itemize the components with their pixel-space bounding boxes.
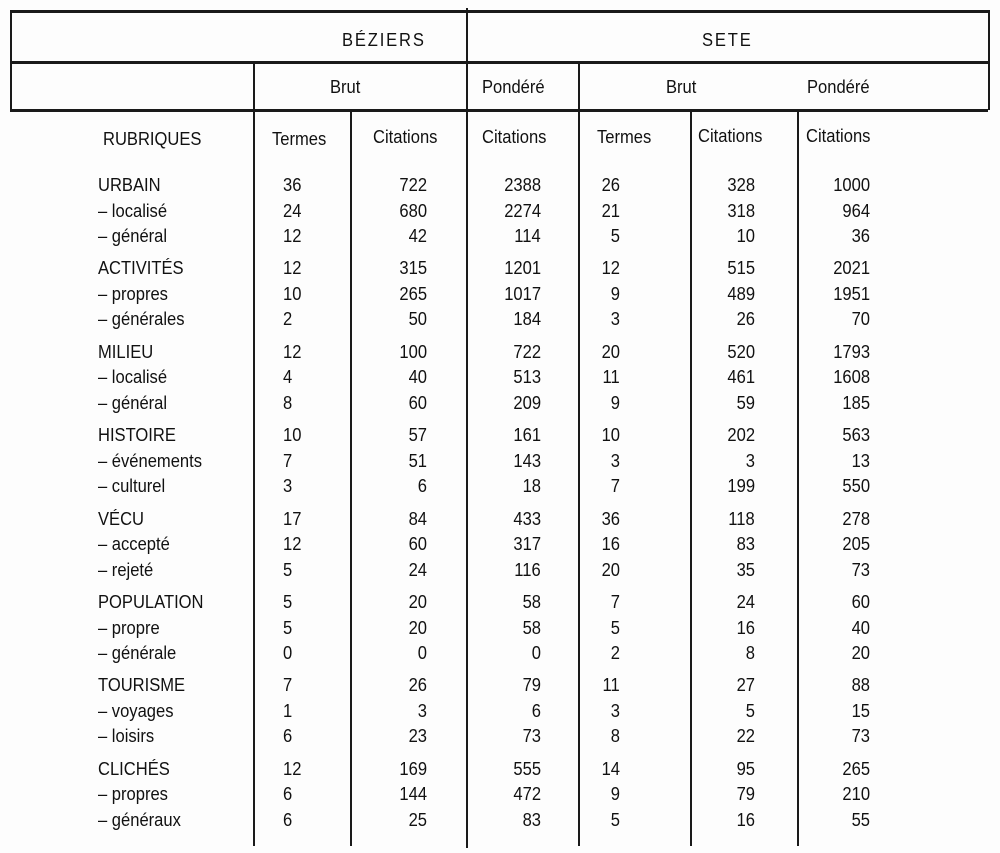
sete-termes: 3 [610, 450, 620, 471]
beziers-ponderes: 209 [513, 392, 541, 413]
subcategory-label: – général [98, 226, 168, 246]
beziers-termes: 6 [283, 809, 293, 830]
city-header-beziers: BÉZIERS [342, 30, 426, 50]
table-rule [10, 61, 990, 64]
beziers-citations: 169 [399, 758, 427, 779]
subcategory-label: – rejeté [98, 559, 154, 580]
beziers-citations: 26 [408, 675, 427, 696]
subcategory-label: – propres [98, 784, 168, 805]
beziers-ponderes: 2388 [504, 175, 541, 195]
beziers-ponderes: 114 [514, 226, 541, 246]
beziers-termes: 5 [283, 617, 293, 638]
beziers-citations: 20 [408, 617, 427, 638]
beziers-citations: 20 [408, 592, 427, 612]
beziers-ponderes: 1201 [504, 258, 541, 279]
sete-citations: 16 [736, 617, 755, 638]
sete-termes: 9 [610, 784, 620, 805]
beziers-ponderes: 0 [531, 643, 541, 663]
beziers-termes: 2 [283, 309, 293, 330]
column-divider [350, 109, 352, 846]
citations-header: Citations [482, 127, 547, 147]
beziers-citations: 25 [408, 809, 427, 830]
sete-termes: 5 [610, 226, 620, 246]
sete-ponderes: 73 [851, 559, 870, 580]
subcategory-label: – accepté [98, 534, 170, 555]
subcategory-label: – générale [98, 643, 177, 663]
beziers-termes: 8 [283, 392, 293, 413]
beziers-ponderes: 317 [513, 534, 541, 555]
sete-termes: 5 [610, 809, 620, 830]
subcategory-label: – générales [98, 309, 185, 330]
sete-termes: 8 [610, 726, 620, 747]
sete-citations: 202 [727, 425, 755, 446]
column-divider [797, 109, 799, 846]
subcategory-label: – localisé [98, 200, 168, 221]
beziers-citations: 42 [408, 226, 427, 246]
beziers-termes: 7 [283, 675, 293, 696]
sete-termes: 21 [601, 200, 620, 221]
category-label: HISTOIRE [98, 425, 176, 446]
citations-header: Citations [698, 126, 763, 146]
beziers-termes: 1 [283, 700, 293, 721]
sete-ponderes: 13 [851, 450, 870, 471]
beziers-citations: 3 [417, 700, 427, 721]
beziers-termes: 5 [283, 592, 293, 612]
column-divider [253, 61, 255, 846]
pondere-header: Pondéré [482, 77, 545, 97]
sete-termes: 2 [610, 643, 620, 663]
beziers-citations: 144 [399, 784, 427, 805]
subcategory-label: – culturel [98, 476, 166, 497]
sete-citations: 27 [736, 675, 755, 696]
sete-citations: 318 [727, 200, 755, 221]
sete-ponderes: 40 [851, 617, 870, 638]
column-divider [690, 109, 692, 846]
sete-citations: 26 [736, 309, 755, 330]
sete-ponderes: 15 [851, 700, 870, 721]
sete-ponderes: 550 [842, 476, 870, 497]
sete-ponderes: 185 [842, 392, 870, 413]
beziers-ponderes: 83 [522, 809, 541, 830]
beziers-ponderes: 18 [522, 476, 541, 497]
sete-ponderes: 265 [842, 758, 870, 779]
beziers-citations: 24 [408, 559, 427, 580]
beziers-citations: 680 [399, 200, 427, 221]
beziers-citations: 722 [399, 175, 427, 195]
city-header-sete: SETE [702, 30, 753, 50]
sete-citations: 328 [727, 175, 755, 195]
sete-citations: 95 [736, 758, 755, 779]
citations-header: Citations [373, 127, 438, 147]
sete-ponderes: 55 [851, 809, 870, 830]
sete-termes: 3 [610, 309, 620, 330]
beziers-citations: 51 [408, 450, 427, 471]
subcategory-label: – voyages [98, 700, 174, 721]
sete-ponderes: 73 [851, 726, 870, 747]
brut-header: Brut [666, 77, 697, 97]
sete-ponderes: 964 [842, 200, 870, 221]
category-label: VÉCU [98, 508, 145, 529]
beziers-citations: 6 [417, 476, 427, 497]
category-label: URBAIN [98, 175, 161, 195]
sete-termes: 9 [610, 283, 620, 304]
beziers-termes: 12 [283, 341, 302, 362]
beziers-termes: 5 [283, 559, 293, 580]
subcategory-label: – événements [98, 450, 203, 471]
beziers-citations: 100 [399, 341, 427, 362]
sete-termes: 5 [610, 617, 620, 638]
beziers-citations: 50 [408, 309, 427, 330]
sete-ponderes: 1951 [833, 283, 870, 304]
beziers-ponderes: 143 [513, 450, 541, 471]
sete-citations: 515 [727, 258, 755, 279]
sete-ponderes: 205 [842, 534, 870, 555]
beziers-citations: 60 [408, 392, 427, 413]
beziers-termes: 12 [283, 226, 302, 246]
table-left-border [10, 10, 12, 110]
sete-citations: 520 [727, 341, 755, 362]
beziers-termes: 3 [283, 476, 293, 497]
sete-citations: 489 [727, 283, 755, 304]
beziers-termes: 12 [283, 758, 302, 779]
termes-header: Termes [272, 129, 327, 149]
beziers-termes: 17 [283, 508, 302, 529]
table-top-rule [10, 10, 990, 13]
beziers-termes: 10 [283, 283, 302, 304]
subcategory-label: – généraux [98, 809, 181, 830]
sete-ponderes: 60 [851, 592, 870, 612]
beziers-ponderes: 513 [513, 367, 541, 388]
rubriques-header: RUBRIQUES [103, 129, 202, 149]
category-label: TOURISME [98, 675, 186, 696]
beziers-citations: 0 [417, 643, 427, 663]
sete-citations: 8 [745, 643, 755, 663]
sete-termes: 11 [602, 675, 620, 696]
beziers-termes: 24 [283, 200, 302, 221]
category-label: MILIEU [98, 341, 154, 362]
sete-citations: 79 [736, 784, 755, 805]
sete-citations: 3 [745, 450, 755, 471]
sete-ponderes: 210 [842, 784, 870, 805]
beziers-termes: 12 [283, 258, 302, 279]
sete-termes: 26 [601, 175, 620, 195]
sete-citations: 10 [736, 226, 755, 246]
sete-termes: 16 [601, 534, 620, 555]
beziers-ponderes: 73 [522, 726, 541, 747]
category-label: POPULATION [98, 592, 204, 612]
sete-termes: 3 [610, 700, 620, 721]
beziers-citations: 84 [408, 508, 427, 529]
brut-header: Brut [330, 77, 361, 97]
sete-termes: 7 [610, 476, 620, 497]
subcategory-label: – propre [98, 617, 160, 638]
sete-citations: 59 [736, 392, 755, 413]
beziers-termes: 10 [283, 425, 302, 446]
sete-ponderes: 1000 [833, 175, 870, 195]
column-divider [578, 61, 580, 846]
sete-ponderes: 563 [842, 425, 870, 446]
sete-citations: 22 [736, 726, 755, 747]
sete-termes: 9 [610, 392, 620, 413]
sete-termes: 12 [601, 258, 620, 279]
sete-ponderes: 1793 [833, 341, 870, 362]
beziers-termes: 6 [283, 726, 293, 747]
beziers-ponderes: 58 [522, 592, 541, 612]
sete-termes: 7 [610, 592, 620, 612]
termes-header: Termes [597, 127, 652, 147]
sete-citations: 24 [736, 592, 755, 612]
pondere-header: Pondéré [807, 77, 870, 97]
beziers-ponderes: 1017 [504, 283, 541, 304]
sete-termes: 10 [601, 425, 620, 446]
beziers-citations: 57 [408, 425, 427, 446]
sete-citations: 461 [727, 367, 755, 388]
beziers-citations: 40 [408, 367, 427, 388]
table-right-border [988, 10, 990, 110]
sete-ponderes: 20 [851, 643, 870, 663]
sete-ponderes: 36 [851, 226, 870, 246]
beziers-citations: 60 [408, 534, 427, 555]
beziers-ponderes: 722 [513, 341, 541, 362]
sete-citations: 83 [736, 534, 755, 555]
sete-ponderes: 278 [842, 508, 870, 529]
sete-ponderes: 2021 [833, 258, 870, 279]
beziers-termes: 7 [283, 450, 293, 471]
beziers-ponderes: 184 [513, 309, 541, 330]
beziers-citations: 23 [408, 726, 427, 747]
beziers-citations: 265 [399, 283, 427, 304]
subcategory-label: – loisirs [98, 726, 155, 747]
subcategory-label: – propres [98, 283, 168, 304]
beziers-ponderes: 161 [513, 425, 541, 446]
citations-header: Citations [806, 126, 871, 146]
beziers-citations: 315 [399, 258, 427, 279]
beziers-ponderes: 58 [522, 617, 541, 638]
beziers-ponderes: 6 [531, 700, 541, 721]
beziers-termes: 0 [283, 643, 293, 663]
sete-termes: 20 [601, 341, 620, 362]
beziers-termes: 6 [283, 784, 293, 805]
table-rule [10, 109, 988, 112]
subcategory-label: – localisé [98, 367, 168, 388]
beziers-ponderes: 433 [513, 508, 541, 529]
beziers-termes: 4 [283, 367, 293, 388]
sete-ponderes: 1608 [833, 367, 870, 388]
sete-citations: 199 [727, 476, 755, 497]
beziers-ponderes: 116 [514, 559, 541, 580]
sete-citations: 16 [736, 809, 755, 830]
sete-termes: 14 [601, 758, 620, 779]
column-divider [466, 8, 468, 848]
beziers-ponderes: 79 [522, 675, 541, 696]
sete-termes: 11 [602, 367, 620, 388]
sete-citations: 5 [745, 700, 755, 721]
subcategory-label: – général [98, 392, 168, 413]
sete-termes: 36 [601, 508, 620, 529]
beziers-termes: 12 [283, 534, 302, 555]
category-label: CLICHÉS [98, 758, 170, 779]
beziers-termes: 36 [283, 175, 302, 195]
category-label: ACTIVITÉS [98, 258, 184, 279]
beziers-ponderes: 2274 [504, 200, 541, 221]
beziers-ponderes: 472 [513, 784, 541, 805]
sete-termes: 20 [601, 559, 620, 580]
beziers-ponderes: 555 [513, 758, 541, 779]
sete-citations: 118 [728, 508, 755, 529]
sete-ponderes: 88 [851, 675, 870, 696]
sete-ponderes: 70 [851, 309, 870, 330]
sete-citations: 35 [736, 559, 755, 580]
